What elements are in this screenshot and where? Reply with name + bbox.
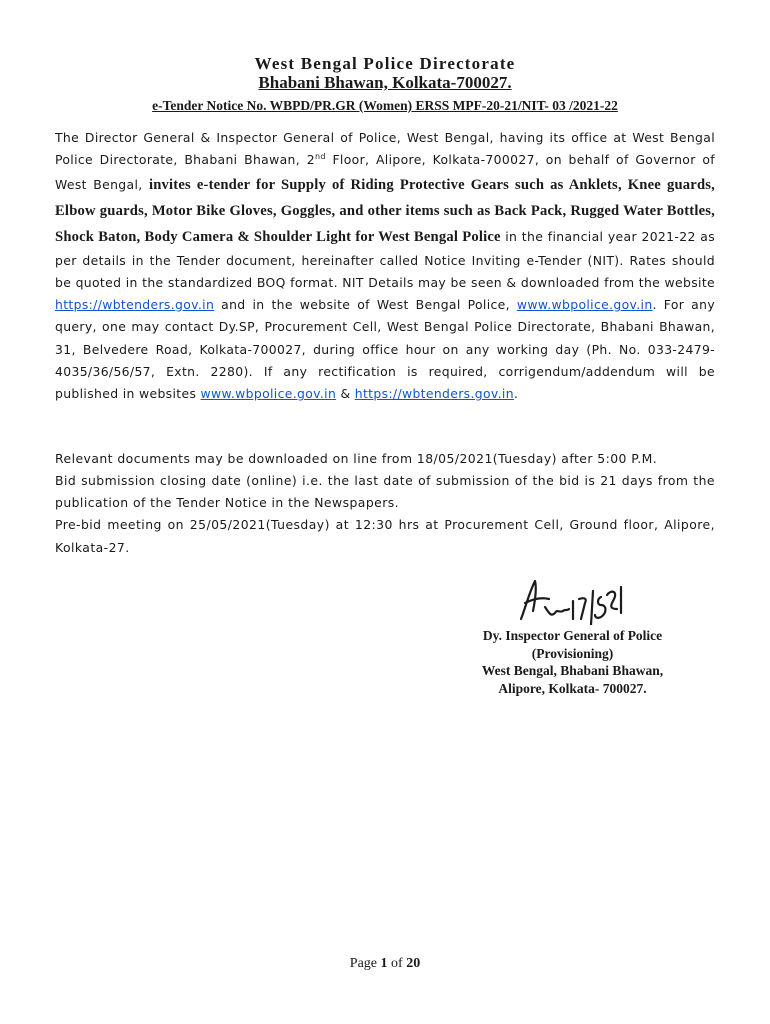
signatory-designation: Dy. Inspector General of Police (482, 628, 663, 643)
prebid-meeting-line: Pre-bid meeting on 25/05/2021(Tuesday) at 12:30 hrs at Procurement Cell, Ground floor, Alipore, (55, 517, 715, 532)
signatory-office: West Bengal, Bhabani Bhawan, (481, 663, 664, 678)
document-address: Bhabani Bhawan, Kolkata-700027. (258, 73, 512, 92)
handwritten-signature (515, 573, 625, 625)
prebid-meeting-line-2: Kolkata-27. (55, 540, 130, 555)
document-title: West Bengal Police Directorate (254, 54, 516, 73)
ampersand-text: & (336, 386, 355, 402)
financial-year-text: in the financial year 2021-22 as per details in the Tender document, hereinafter called Notice Inviting e-Tender (NIT). Rates should be quoted in the standardized BOQ format. NIT Details may be seen & downloaded from the website (55, 228, 716, 290)
and-website-text: and in the website of West Bengal Police, (214, 297, 517, 313)
notice-number: e-Tender Notice No. WBPD/PR.GR (Women) ERSS MPF-20-21/NIT- 03 /2021-22 (152, 98, 618, 113)
wbpolice-link-2[interactable]: www.wbpolice.gov.in (200, 386, 337, 402)
download-date-line: Relevant documents may be downloaded on line from 18/05/2021(Tuesday) after 5:00 P.M. (55, 451, 658, 466)
page-of: of (387, 956, 407, 971)
period-text: . (513, 386, 519, 402)
intro-text: The Director General & Inspector General of Police, West Bengal, having its office at West Bengal Police Directorate, Bhabani Bhawan, 2 (55, 130, 715, 168)
page-current: 1 (380, 956, 388, 971)
signatory-address: Alipore, Kolkata- 700027. (498, 680, 647, 696)
tender-paragraph (55, 127, 715, 406)
signature-block (440, 627, 705, 697)
wbpolice-link[interactable]: www.wbpolice.gov.in (516, 297, 653, 313)
tender-items-text: invites e-tender for Supply of Riding Protective Gears such as Anklets, Knee guards, Elbow guards, Motor Bike Gloves, Goggles, and other items such as Back Pack, Rugged Water Bottles, Shock Baton, Body Camera & Shoulder Light for West Bengal Police (55, 176, 715, 245)
ordinal-superscript: nd (314, 152, 326, 162)
floor-text: Floor, Alipore, Kolkata-700027, on behalf of Governor of West Bengal, (55, 152, 715, 192)
query-text: . For any query, one may contact Dy.SP, Procurement Cell, West Bengal Police Directorate, Bhabani Bhawan, 31, Belvedere Road, Kolkata-700027, during office hour on any working day (Ph. No. 033-2479-4035/36/56/57, Extn. 2280). If any rectification is required, corrigendum/addendum will be published in websites (55, 297, 715, 402)
bid-closing-line-2: publication of the Tender Notice in the Newspapers. (55, 495, 400, 510)
page-footer (0, 956, 770, 972)
bid-closing-line: Bid submission closing date (online) i.e. the last date of submission of the bid is 21 days from the (55, 473, 715, 488)
wbtenders-link[interactable]: https://wbtenders.gov.in (55, 297, 215, 313)
page-total: 20 (406, 956, 421, 971)
wbtenders-link-2[interactable]: https://wbtenders.gov.in (354, 386, 514, 402)
page-prefix: Page (349, 956, 381, 971)
signatory-department: (Provisioning) (531, 645, 614, 661)
